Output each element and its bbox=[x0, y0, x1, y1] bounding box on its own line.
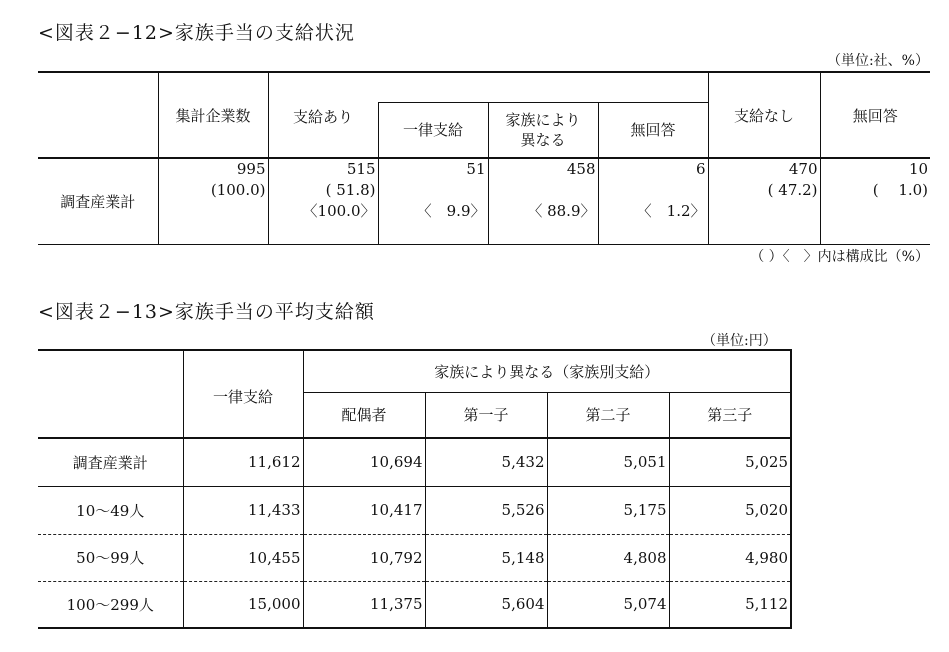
cell-by-family-ratio: 〈 88.9〉 bbox=[527, 202, 596, 220]
table1-unit: （単位:社、%） bbox=[826, 53, 929, 69]
cell-child1: 5,526 bbox=[425, 486, 547, 534]
cell-no-answer-sub bbox=[598, 158, 708, 244]
cell-uniform: 11,612 bbox=[183, 438, 303, 486]
cell-uniform bbox=[378, 158, 488, 244]
table2-title: <図表２−13>家族手当の平均支給額 bbox=[38, 301, 375, 323]
cell-spouse: 10,417 bbox=[303, 486, 425, 534]
header-paid: 支給あり bbox=[268, 72, 378, 158]
table-row bbox=[38, 534, 791, 581]
row-label: 10〜49人 bbox=[38, 486, 183, 534]
cell-uniform: 11,433 bbox=[183, 486, 303, 534]
cell-not-paid-count: 470 bbox=[788, 160, 818, 178]
t2-header-child1: 第一子 bbox=[425, 392, 547, 438]
header-total: 集計企業数 bbox=[158, 72, 268, 158]
cell-child2: 5,074 bbox=[547, 581, 669, 628]
cell-child1: 5,148 bbox=[425, 534, 547, 581]
cell-uniform: 10,455 bbox=[183, 534, 303, 581]
cell-uniform-ratio: 〈 9.9〉 bbox=[416, 202, 486, 220]
table-row bbox=[38, 581, 791, 628]
table1-title: <図表２−12>家族手当の支給状況 bbox=[38, 22, 355, 44]
cell-spouse: 10,694 bbox=[303, 438, 425, 486]
cell-child3: 5,112 bbox=[669, 581, 791, 628]
t2-header-child3: 第三子 bbox=[669, 392, 791, 438]
header-not-paid: 支給なし bbox=[708, 72, 820, 158]
header-by-family-line1: 家族により bbox=[505, 110, 581, 129]
row-label: 調査産業計 bbox=[38, 158, 158, 244]
cell-no-answer-sub-count: 6 bbox=[695, 160, 706, 178]
header-paid-breakdown-blank bbox=[378, 72, 708, 102]
cell-by-family-count: 458 bbox=[566, 160, 596, 178]
cell-total-count: 995 bbox=[236, 160, 266, 178]
t2-header-group: 家族により異なる（家族別支給） bbox=[303, 350, 791, 392]
cell-child2: 5,175 bbox=[547, 486, 669, 534]
table-row bbox=[38, 438, 791, 486]
cell-total-pct: (100.0) bbox=[210, 181, 266, 199]
table-row bbox=[38, 486, 791, 534]
cell-total bbox=[158, 158, 268, 244]
cell-paid bbox=[268, 158, 378, 244]
cell-child2: 5,051 bbox=[547, 438, 669, 486]
cell-child3: 4,980 bbox=[669, 534, 791, 581]
cell-paid-count: 515 bbox=[346, 160, 376, 178]
t2-header-child2: 第二子 bbox=[547, 392, 669, 438]
cell-paid-ratio: 〈100.0〉 bbox=[302, 202, 376, 220]
table1-corner-cell bbox=[38, 72, 158, 158]
cell-uniform-count: 51 bbox=[466, 160, 486, 178]
cell-uniform: 15,000 bbox=[183, 581, 303, 628]
cell-not-paid bbox=[708, 158, 820, 244]
cell-spouse: 11,375 bbox=[303, 581, 425, 628]
header-no-answer-sub: 無回答 bbox=[598, 102, 708, 158]
header-no-answer: 無回答 bbox=[820, 72, 930, 158]
table2-unit: （単位:円） bbox=[702, 333, 777, 349]
row-label: 100〜299人 bbox=[38, 581, 183, 628]
cell-no-answer-pct: ( 1.0) bbox=[872, 181, 929, 199]
header-uniform: 一律支給 bbox=[378, 102, 488, 158]
cell-child1: 5,432 bbox=[425, 438, 547, 486]
t2-header-spouse: 配偶者 bbox=[303, 392, 425, 438]
table2-corner-cell bbox=[38, 350, 183, 438]
cell-by-family bbox=[488, 158, 598, 244]
cell-no-answer-sub-ratio: 〈 1.2〉 bbox=[636, 202, 706, 220]
cell-no-answer bbox=[820, 158, 930, 244]
cell-spouse: 10,792 bbox=[303, 534, 425, 581]
row-label: 50〜99人 bbox=[38, 534, 183, 581]
cell-child1: 5,604 bbox=[425, 581, 547, 628]
cell-child3: 5,020 bbox=[669, 486, 791, 534]
cell-not-paid-pct: ( 47.2) bbox=[767, 181, 818, 199]
family-allowance-average-table bbox=[38, 349, 792, 629]
table1-note: （ ）〈 〉内は構成比（%） bbox=[750, 249, 929, 265]
cell-no-answer-count: 10 bbox=[908, 160, 929, 178]
row-label: 調査産業計 bbox=[38, 438, 183, 486]
cell-child3: 5,025 bbox=[669, 438, 791, 486]
header-by-family-line2: 異なる bbox=[520, 130, 566, 149]
family-allowance-status-table bbox=[38, 71, 930, 245]
cell-child2: 4,808 bbox=[547, 534, 669, 581]
header-by-family bbox=[488, 102, 598, 158]
t2-header-uniform: 一律支給 bbox=[183, 350, 303, 438]
cell-paid-pct: ( 51.8) bbox=[325, 181, 376, 199]
